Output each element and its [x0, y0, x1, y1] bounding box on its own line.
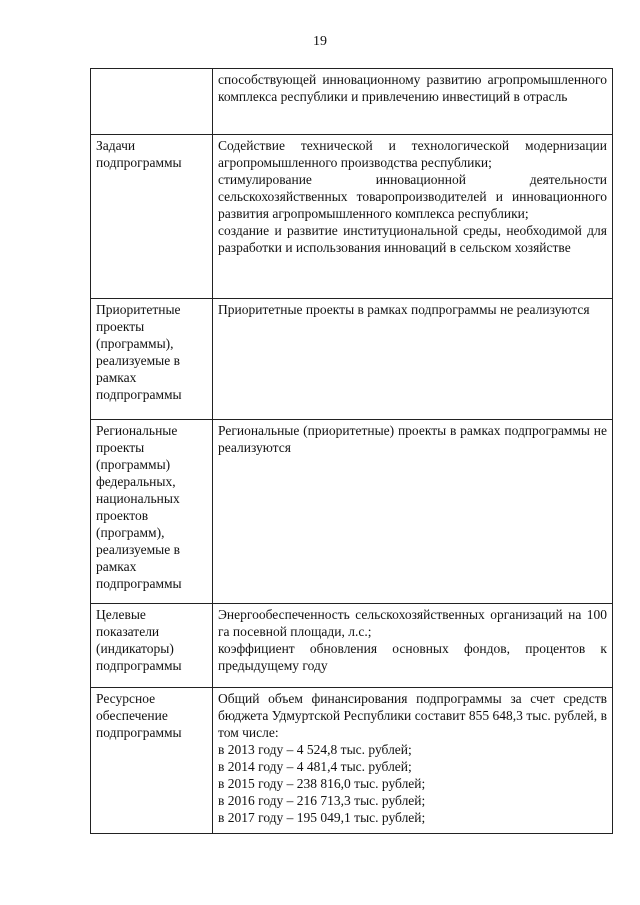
content-paragraph: Приоритетные проекты в рамках подпрограммы не реализуются [218, 302, 590, 317]
row-content-goal-continuation [213, 69, 613, 135]
content-paragraph: способствующей инновационному развитию агропромышленного комплекса республики и привлечению инвестиций в отрасль [218, 72, 607, 104]
content-paragraph: Содействие технической и технологической модернизации агропромышленного производства республики; [218, 138, 607, 170]
table-row [91, 604, 613, 688]
content-paragraph: коэффициент обновления основных фондов, процентов к предыдущему году [218, 641, 607, 673]
row-content-resources [213, 688, 613, 834]
table-row [91, 69, 613, 135]
row-label-tasks: Задачи подпрограммы [91, 135, 213, 299]
row-content-regional-projects [213, 420, 613, 604]
content-paragraph: в 2016 году – 216 713,3 тыс. рублей; [218, 793, 426, 808]
table-row [91, 420, 613, 604]
content-paragraph: в 2013 году – 4 524,8 тыс. рублей; [218, 742, 412, 757]
row-label-target-indicators: Целевые показатели (индикаторы) подпрограммы [91, 604, 213, 688]
content-paragraph: Энергообеспеченность сельскохозяйственных организаций на 100 га посевной площади, л.с.; [218, 607, 607, 639]
content-paragraph: Общий объем финансирования подпрограммы за счет средств бюджета Удмуртской Республики составит 855 648,3 тыс. рублей, в том числе: [218, 691, 607, 740]
row-label-empty [91, 69, 213, 135]
content-paragraph: в 2014 году – 4 481,4 тыс. рублей; [218, 759, 412, 774]
row-content-target-indicators [213, 604, 613, 688]
content-paragraph: Региональные (приоритетные) проекты в рамках подпрограммы не реализуются [218, 423, 607, 455]
passport-table [90, 68, 613, 834]
content-paragraph: в 2015 году – 238 816,0 тыс. рублей; [218, 776, 426, 791]
table-row [91, 299, 613, 420]
table-row [91, 688, 613, 834]
content-paragraph: стимулирование инновационной деятельности сельскохозяйственных товаропроизводителей и инновационного развития агропромышленного комплекса республики; [218, 172, 607, 221]
row-content-tasks [213, 135, 613, 299]
row-content-priority-projects [213, 299, 613, 420]
row-label-resources: Ресурсное обеспечение подпрограммы [91, 688, 213, 834]
page-number: 19 [313, 34, 327, 49]
content-paragraph: в 2017 году – 195 049,1 тыс. рублей; [218, 810, 426, 825]
table-row [91, 135, 613, 299]
row-label-regional-projects: Региональные проекты (программы) федеральных, национальных проектов (программ), реализуемые в рамках подпрограммы [91, 420, 213, 604]
row-label-priority-projects: Приоритетные проекты (программы), реализуемые в рамках подпрограммы [91, 299, 213, 420]
content-paragraph: создание и развитие институциональной среды, необходимой для разработки и использования инноваций в сельском хозяйстве [218, 223, 607, 255]
